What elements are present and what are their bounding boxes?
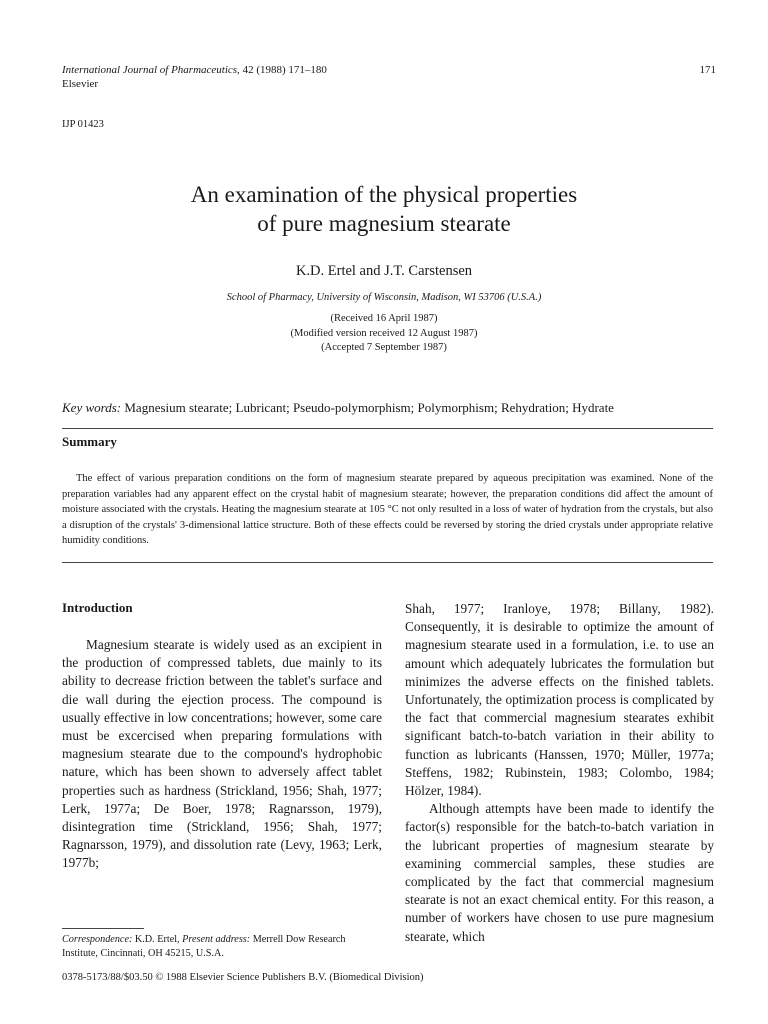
intro-paragraph-1: Magnesium stearate is widely used as an excipient in the production of compressed tablets, due mainly to its ability to decrease friction between the tablet's surface and die wall during the ejection process. The compound is usually effective in low concentrations; however, some care must be excercised when preparing formulations with magnesium stearate due to the compound's hydrophobic nature, which has been shown to adversely affect tablet properties such as hardness (Strickland, 1956; Shah, 1977; Lerk, 1977a; De Boer, 1978; Ragnarsson, 1979), disintegration time (Strickland, 1956; Shah, 1977; Ragnarsson, 1979), and dissolution rate (Levy, 1963; Lerk, 1977b; xyxy=(62,637,382,871)
summary-heading: Summary xyxy=(62,434,117,449)
journal-citation xyxy=(62,64,327,76)
authors: K.D. Ertel and J.T. Carstensen xyxy=(295,263,473,279)
present-address: Merrell Dow Research Institute, Cincinnati, OH 45215, U.S.A. xyxy=(62,934,346,959)
divider-top xyxy=(62,428,713,429)
intro-paragraph-1-continued: Shah, 1977; Iranloye, 1978; Billany, 1982). Consequently, it is desirable to optimize the amount of magnesium stearate used in a formulation, i.e. to use an amount which adequately lubricates the formulation but minimizes the adverse effects on the finished tablets. Unfortunately, the optimization process is complicated by the fact that commercial magnesium stearates exhibit significant batch-to-batch variation in their ability to function as lubricants (Hanssen, 1970; Müller, 1977a; Steffens, 1982; Rubinstein, 1983; Colombo, 1984; Hölzer, 1984). xyxy=(405,601,714,799)
copyright-line: 0378-5173/88/$03.50 © 1988 Elsevier Science Publishers B.V. (Biomedical Division) xyxy=(62,972,424,983)
page-number: 171 xyxy=(699,64,716,76)
right-column xyxy=(405,600,714,946)
keywords xyxy=(62,400,614,416)
introduction-heading: Introduction xyxy=(62,600,133,615)
article-id: IJP 01423 xyxy=(62,119,104,130)
modified-date: (Modified version received 12 August 1987) xyxy=(290,327,478,339)
volume-pages: 42 (1988) 171–180 xyxy=(239,64,327,76)
accepted-date: (Accepted 7 September 1987) xyxy=(321,342,447,353)
summary-text: The effect of various preparation conditions on the form of magnesium stearate prepared by aqueous precipitation was examined. None of the preparation variables had any apparent effect on the crystal habit of magnesium stearate; however, the preparation conditions did affect the amount of moisture associated with the crystals. Heating the magnesium stearate at 105 °C not only resulted in a loss of water of hydration from the crystals, but also a disruption of the crystals' 3-dimensional lattice structure. Both of these effects could be reversed by storing the dried crystals under appropriate relative humidity conditions. xyxy=(62,473,713,546)
title-line-2: of pure magnesium stearate xyxy=(257,211,511,236)
article-title xyxy=(0,180,768,238)
intro-paragraph-2: Although attempts have been made to identify the factor(s) responsible for the batch-to-batch variation in the lubricant properties of magnesium stearate by examining commercial samples, these studies are complicated by the fact that commercial magnesium stearate is not an exact chemical entity. For this reason, a number of workers have chosen to use pure magnesium stearate, which xyxy=(405,801,714,944)
correspondence-footnote xyxy=(62,933,382,960)
title-line-1: An examination of the physical properties xyxy=(190,182,578,207)
footnote-rule xyxy=(62,928,144,929)
left-column xyxy=(62,600,382,873)
correspondence-label: Correspondence: xyxy=(62,934,133,945)
present-address-label: Present address: xyxy=(182,934,251,945)
received-date: (Received 16 April 1987) xyxy=(330,313,438,324)
publisher: Elsevier xyxy=(62,78,99,90)
keywords-text: Magnesium stearate; Lubricant; Pseudo-polymorphism; Polymorphism; Rehydration; Hydrate xyxy=(121,400,614,415)
divider-bottom xyxy=(62,562,713,563)
affiliation: School of Pharmacy, University of Wisconsin, Madison, WI 53706 (U.S.A.) xyxy=(226,292,542,303)
journal-name: International Journal of Pharmaceutics, xyxy=(62,64,240,76)
keywords-label: Key words: xyxy=(62,400,122,415)
correspondence-name: K.D. Ertel, xyxy=(132,934,183,945)
article-dates xyxy=(0,312,768,356)
